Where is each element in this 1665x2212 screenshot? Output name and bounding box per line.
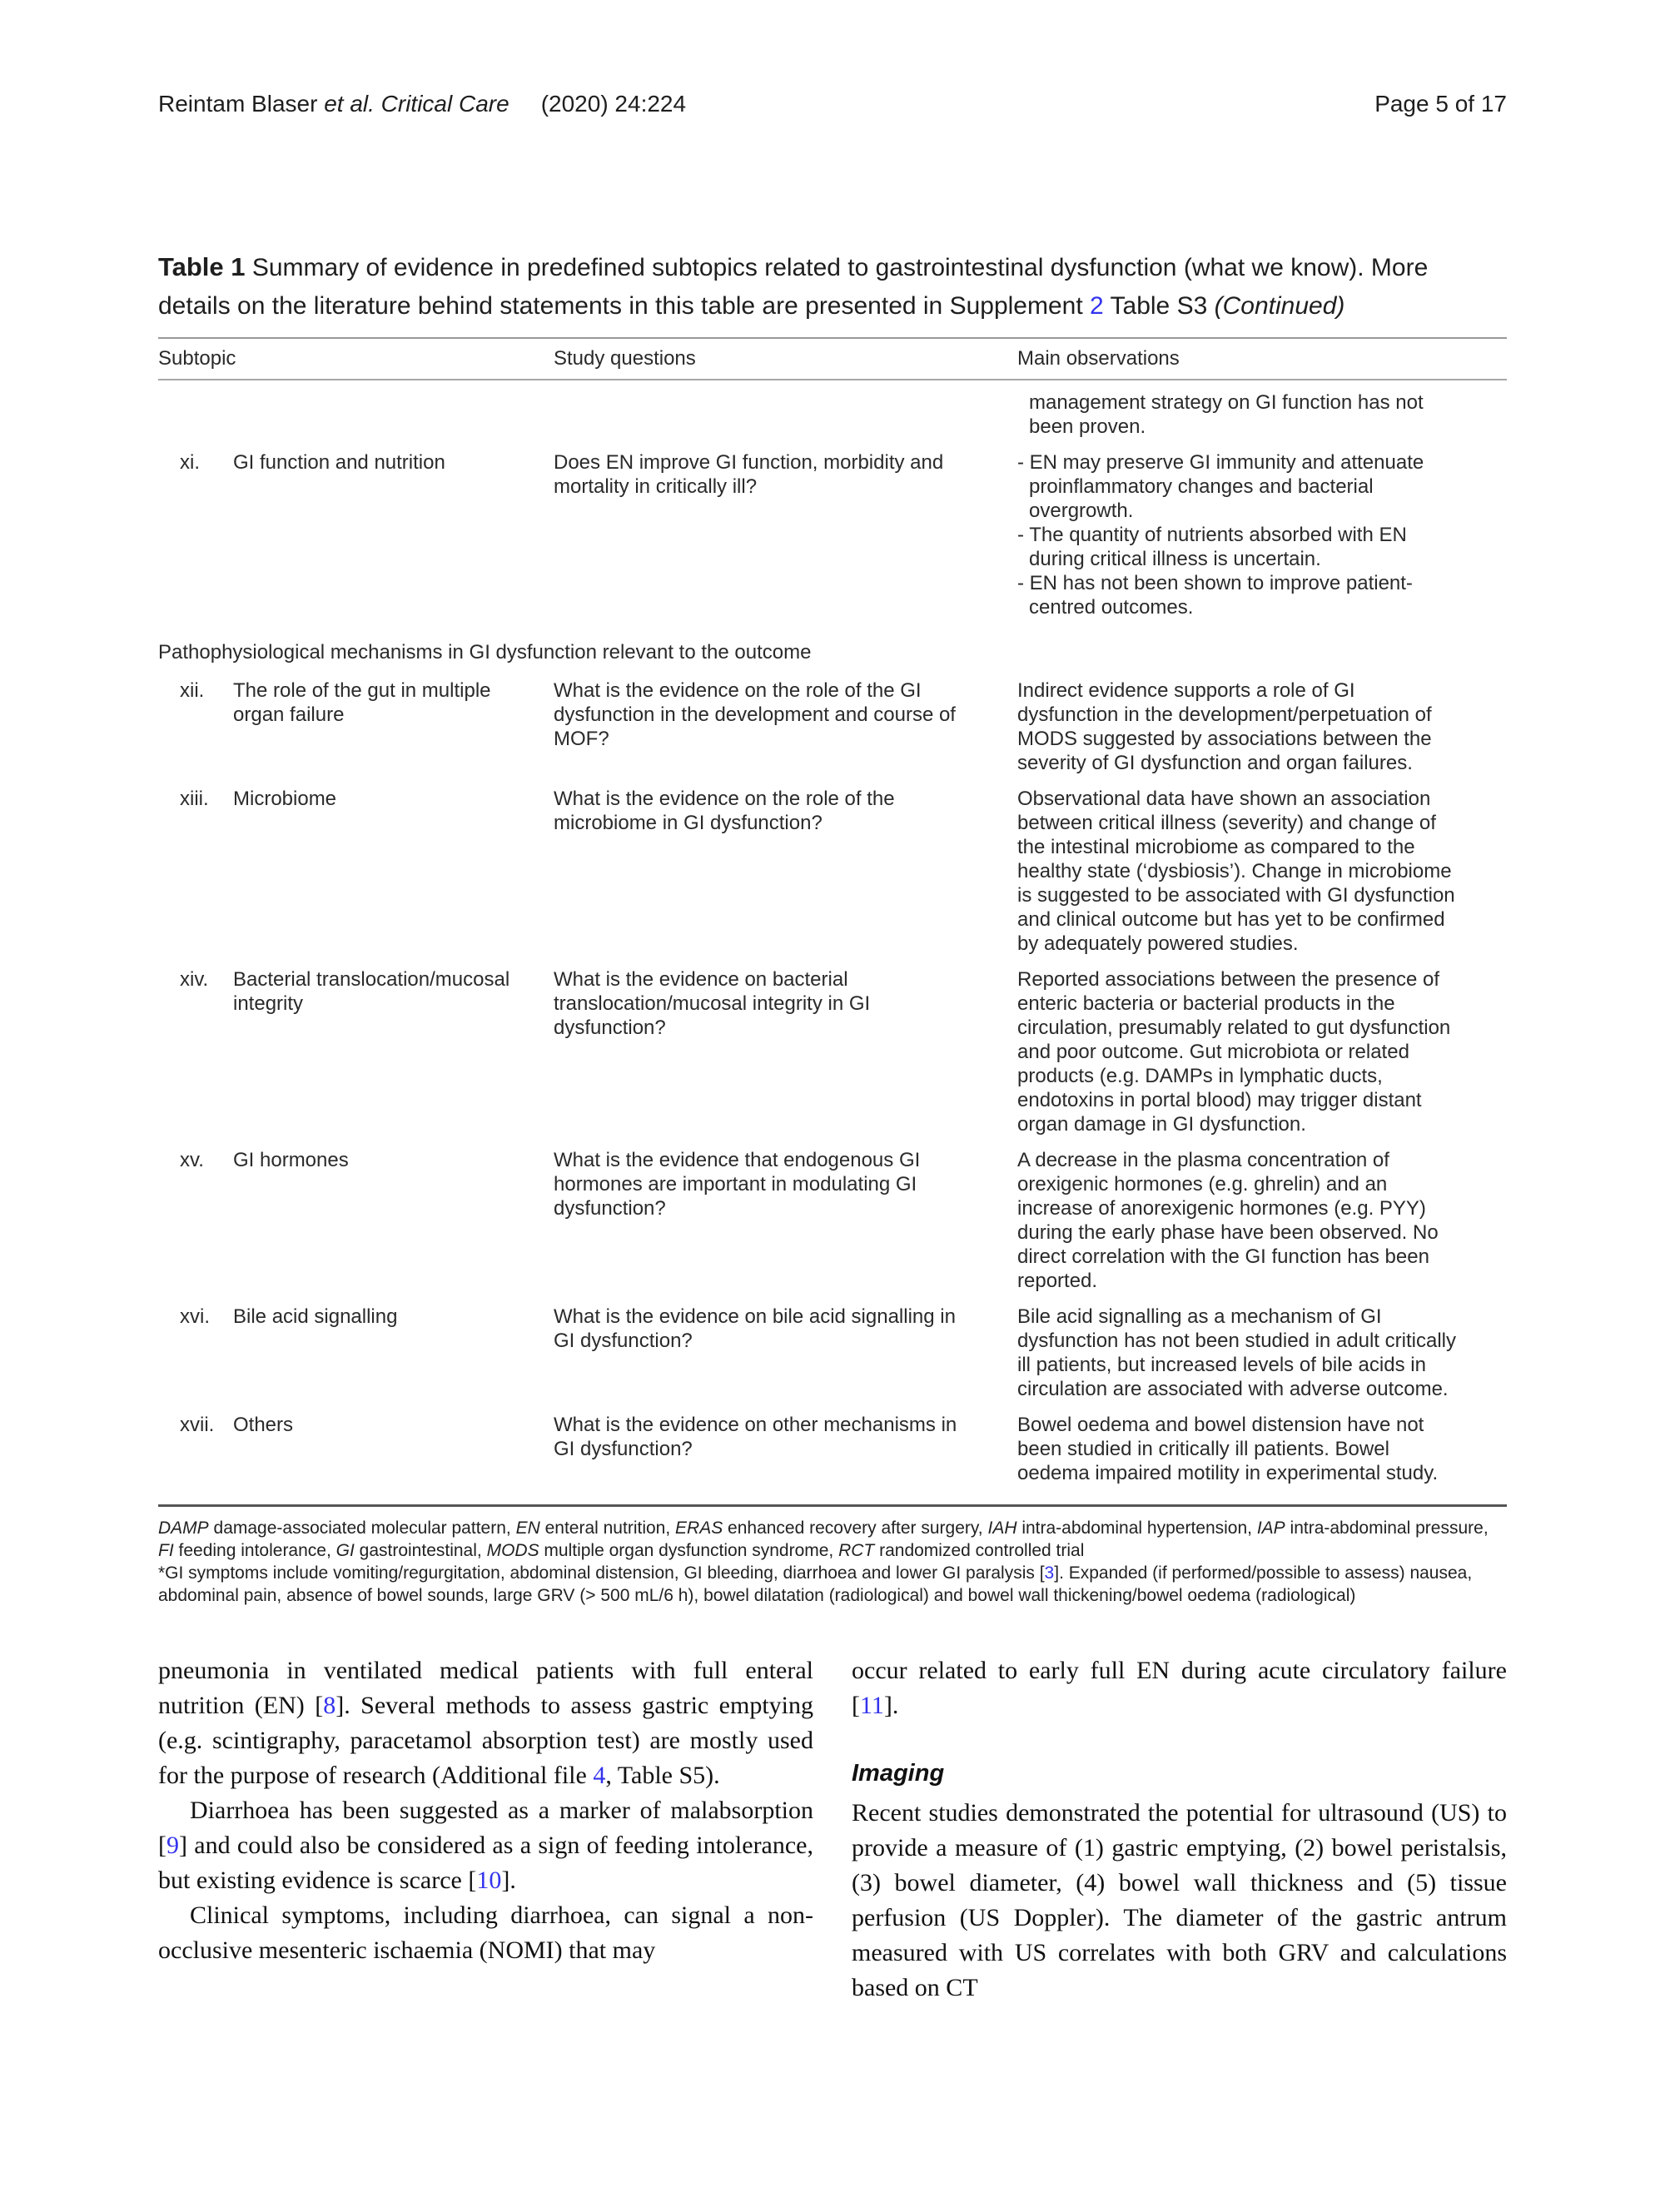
observation-text: Bowel oedema and bowel distension have not been studied in critically ill patients. Bowel oedema impaired motility in experimental study. [1017,1414,1439,1484]
observation-text: Indirect evidence supports a role of GI dysfunction in the development/perpetuation of MODS suggested by associations between the severity of GI dysfunction and organ failures. [1017,679,1432,774]
article-citation [158,90,686,118]
text-segment: ]. [501,1867,516,1894]
table-row [158,1299,1507,1407]
row-numeral: xvii. [180,1414,215,1436]
reference-link[interactable]: 11 [860,1692,884,1719]
study-question-cell: What is the evidence on bacterial translocation/mucosal integrity in GI dysfunction? [554,968,871,1039]
row-numeral: xii. [180,679,205,702]
text-segment: multiple organ dysfunction syndrome, [539,1541,839,1560]
section-heading: Imaging [852,1760,945,1787]
subtopic-cell [158,967,554,1136]
subtopic-cell [158,450,554,619]
body-paragraph [852,1653,1507,1723]
text-segment: FI [158,1541,174,1560]
subtopic-label: GI hormones [233,1149,349,1171]
observation-text: Bile acid signalling as a mechanism of GI dysfunction has not been studied in adult critically ill patients, but increased levels of bile acids in circulation are associated with adverse outcome. [1017,1305,1456,1400]
text-segment: *GI symptoms include vomiting/regurgitation, abdominal distension, GI bleeding, diarrhoea and lower GI paralysis [ [158,1563,1045,1583]
text-segment: Clinical symptoms, including diarrhoea, can signal a non-occlusive mesenteric ischaemia (NOMI) that may [158,1901,813,1964]
main-observation-cell [1017,1305,1507,1401]
table-row [158,380,1507,445]
text-segment: intra-abdominal hypertension, [1016,1519,1257,1538]
body-paragraph [158,1793,813,1898]
text-segment: , Table S5). [605,1762,720,1789]
page-number: Page 5 of 17 [1374,91,1507,117]
text-segment: pneumonia in ventilated medical patients with full enteral nutrition (EN) [ [158,1657,813,1719]
subtopic-cell [158,1148,554,1293]
abbreviations-footnote [158,1517,1507,1562]
subtopic-label: Others [233,1414,294,1436]
text-segment: damage-associated molecular pattern, [208,1519,516,1538]
text-segment: Table 1 [158,252,246,281]
row-numeral: xv. [180,1149,204,1171]
column-header-study-questions: Study questions [554,347,696,370]
text-segment: EN [515,1519,540,1538]
text-segment: ]. Expanded (if performed/possible to assess) nausea, abdominal pain, absence of bowel sounds, large GRV (> 500 mL/6 h), bowel dilatation (radiological) and bowel wall thickening/bowel oedema (radiological) [158,1563,1473,1605]
text-segment: gastrointestinal, [354,1541,487,1560]
text-segment: (2020) 24:224 [540,91,687,117]
subtopic-cell [158,1305,554,1401]
table-row [158,445,1507,625]
reference-link[interactable]: 8 [323,1692,336,1719]
column-header-subtopic: Subtopic [158,347,236,370]
text-segment: feeding intolerance, [173,1541,336,1560]
text-segment: enhanced recovery after surgery, [723,1519,988,1538]
reference-link[interactable]: 2 [1090,292,1104,320]
article-body [158,1653,1507,2006]
subtopic-label: Microbiome [233,788,337,810]
text-segment: ]. Several methods to assess gastric emptying (e.g. scintigraphy, paracetamol absorption test) are mostly used for the purpose of research (Additional file [158,1692,813,1789]
table-row [158,1407,1507,1491]
table-footnotes [158,1517,1507,1607]
text-segment: GI [335,1541,355,1560]
column-header-main-observations: Main observations [1017,347,1180,370]
main-observation-cell [1017,967,1507,1136]
main-observation-cell [1017,1148,1507,1293]
running-head [158,90,1507,118]
text-segment: ] and could also be considered as a sign of feeding intolerance, but existing evidence is scarce [ [158,1832,813,1894]
observation-text: A decrease in the plasma concentration of orexigenic hormones (e.g. ghrelin) and an increase of anorexigenic hormones (e.g. PYY) during the early phase have been observed. No direct correlation with the GI function has been reported. [1017,1149,1439,1292]
text-segment: DAMP [158,1519,209,1538]
study-question-cell: Does EN improve GI function, morbidity and mortality in critically ill? [554,451,944,498]
body-paragraph [158,1653,813,1793]
text-segment: randomized controlled trial [874,1541,1085,1560]
subtopic-cell [158,679,554,775]
reference-link[interactable]: 9 [166,1832,179,1859]
left-column [158,1653,813,2006]
subtopic-label: GI function and nutrition [233,451,445,474]
text-segment: enteral nutrition, [539,1519,676,1538]
table-row [158,1142,1507,1299]
text-segment: ]. [883,1692,899,1719]
subtopic-cell [158,390,554,439]
observation-text: Reported associations between the presence of enteric bacteria or bacterial products in the circulation, presumably related to gut dysfunction and poor outcome. Gut microbiota or related products (e.g. DAMPs in lymphatic ducts, endotoxins in portal blood) may trigger distant organ damage in GI dysfunction. [1017,968,1451,1136]
study-question-cell: What is the evidence on the role of the microbiome in GI dysfunction? [554,788,895,834]
subtopic-label: Bacterial translocation/mucosal integrity [233,968,510,1015]
observation-bullet: - EN has not been shown to improve patient-centred outcomes. [1017,572,1413,619]
gi-symptoms-footnote [158,1562,1507,1607]
reference-link[interactable]: 3 [1044,1563,1055,1583]
study-question-cell: What is the evidence on the role of the GI dysfunction in the development and course of MOF? [554,679,956,750]
text-segment: Table S3 [1103,292,1215,320]
text-segment: Recent studies demonstrated the potential for ultrasound (US) to provide a measure of (1) gastric emptying, (2) bowel peristalsis, (3) bowel diameter, (4) bowel wall thickness and (5) tissue perfusion (US Doppler). The diameter of the gastric antrum measured with US correlates with both GRV and calculations based on CT [852,1799,1507,2001]
body-paragraph [158,1898,813,1968]
observation-text: management strategy on GI function has not been proven. [1029,391,1424,438]
main-observation-cell [1017,1413,1507,1485]
body-paragraph [852,1796,1507,2006]
text-segment: intra-abdominal pressure, [1285,1519,1489,1538]
reference-link[interactable]: 10 [476,1867,502,1894]
text-segment: Reintam Blaser [158,91,325,117]
study-question-cell: What is the evidence that endogenous GI hormones are important in modulating GI dysfunction? [554,1149,921,1220]
reference-link[interactable]: 4 [593,1762,606,1789]
text-segment: IAP [1256,1519,1285,1538]
text-segment: Diarrhoea has been suggested as a marker of malabsorption [ [158,1797,813,1859]
subtopic-label: The role of the gut in multiple organ failure [233,679,491,726]
study-question-cell: What is the evidence on bile acid signalling in GI dysfunction? [554,1305,956,1352]
subtopic-label: Bile acid signalling [233,1305,398,1328]
text-segment: MODS [486,1541,539,1560]
subtopic-cell [158,787,554,956]
evidence-table [158,337,1507,1607]
main-observation-cell [1017,679,1507,775]
main-observation-cell [1017,450,1507,619]
study-question-cell [554,390,1017,439]
observation-bullet: - EN may preserve GI immunity and attenuate proinflammatory changes and bacterial overgrowth. [1017,451,1424,522]
table-row [158,962,1507,1142]
table-header-row [158,337,1507,380]
text-segment: occur related to early full EN during acute circulatory failure [ [852,1657,1507,1719]
observation-text: Observational data have shown an association between critical illness (severity) and change of the intestinal microbiome as compared to the healthy state (‘dysbiosis’). Change in microbiome is suggested to be associated with GI dysfunction and clinical outcome but has yet to be confirmed by adequately powered studies. [1017,788,1455,955]
study-question-cell: What is the evidence on other mechanisms in GI dysfunction? [554,1414,957,1460]
text-segment: ERAS [675,1519,723,1538]
text-segment: et al. Critical Care [324,91,509,117]
text-segment: RCT [838,1541,875,1560]
right-column [852,1653,1507,2006]
row-numeral: xiv. [180,968,209,991]
subtopic-cell [158,1413,554,1485]
table-row [158,673,1507,781]
main-observation-cell [1017,787,1507,956]
text-segment: Summary of evidence in predefined subtopics related to gastrointestinal dysfunction (what we know). More details on the literature behind statements in this table are presented in Supplement [158,254,1429,320]
row-numeral: xiii. [180,788,209,810]
text-segment: (Continued) [1214,292,1345,320]
row-numeral: xi. [180,451,200,474]
table-body [158,380,1507,1507]
table-row [158,781,1507,962]
observation-bullet: - The quantity of nutrients absorbed with EN during critical illness is uncertain. [1017,524,1407,570]
row-numeral: xvi. [180,1305,210,1328]
table-title [158,248,1461,326]
main-observation-cell [1017,390,1507,439]
text-segment: IAH [987,1519,1017,1538]
table-section-header: Pathophysiological mechanisms in GI dysfunction relevant to the outcome [158,641,812,664]
